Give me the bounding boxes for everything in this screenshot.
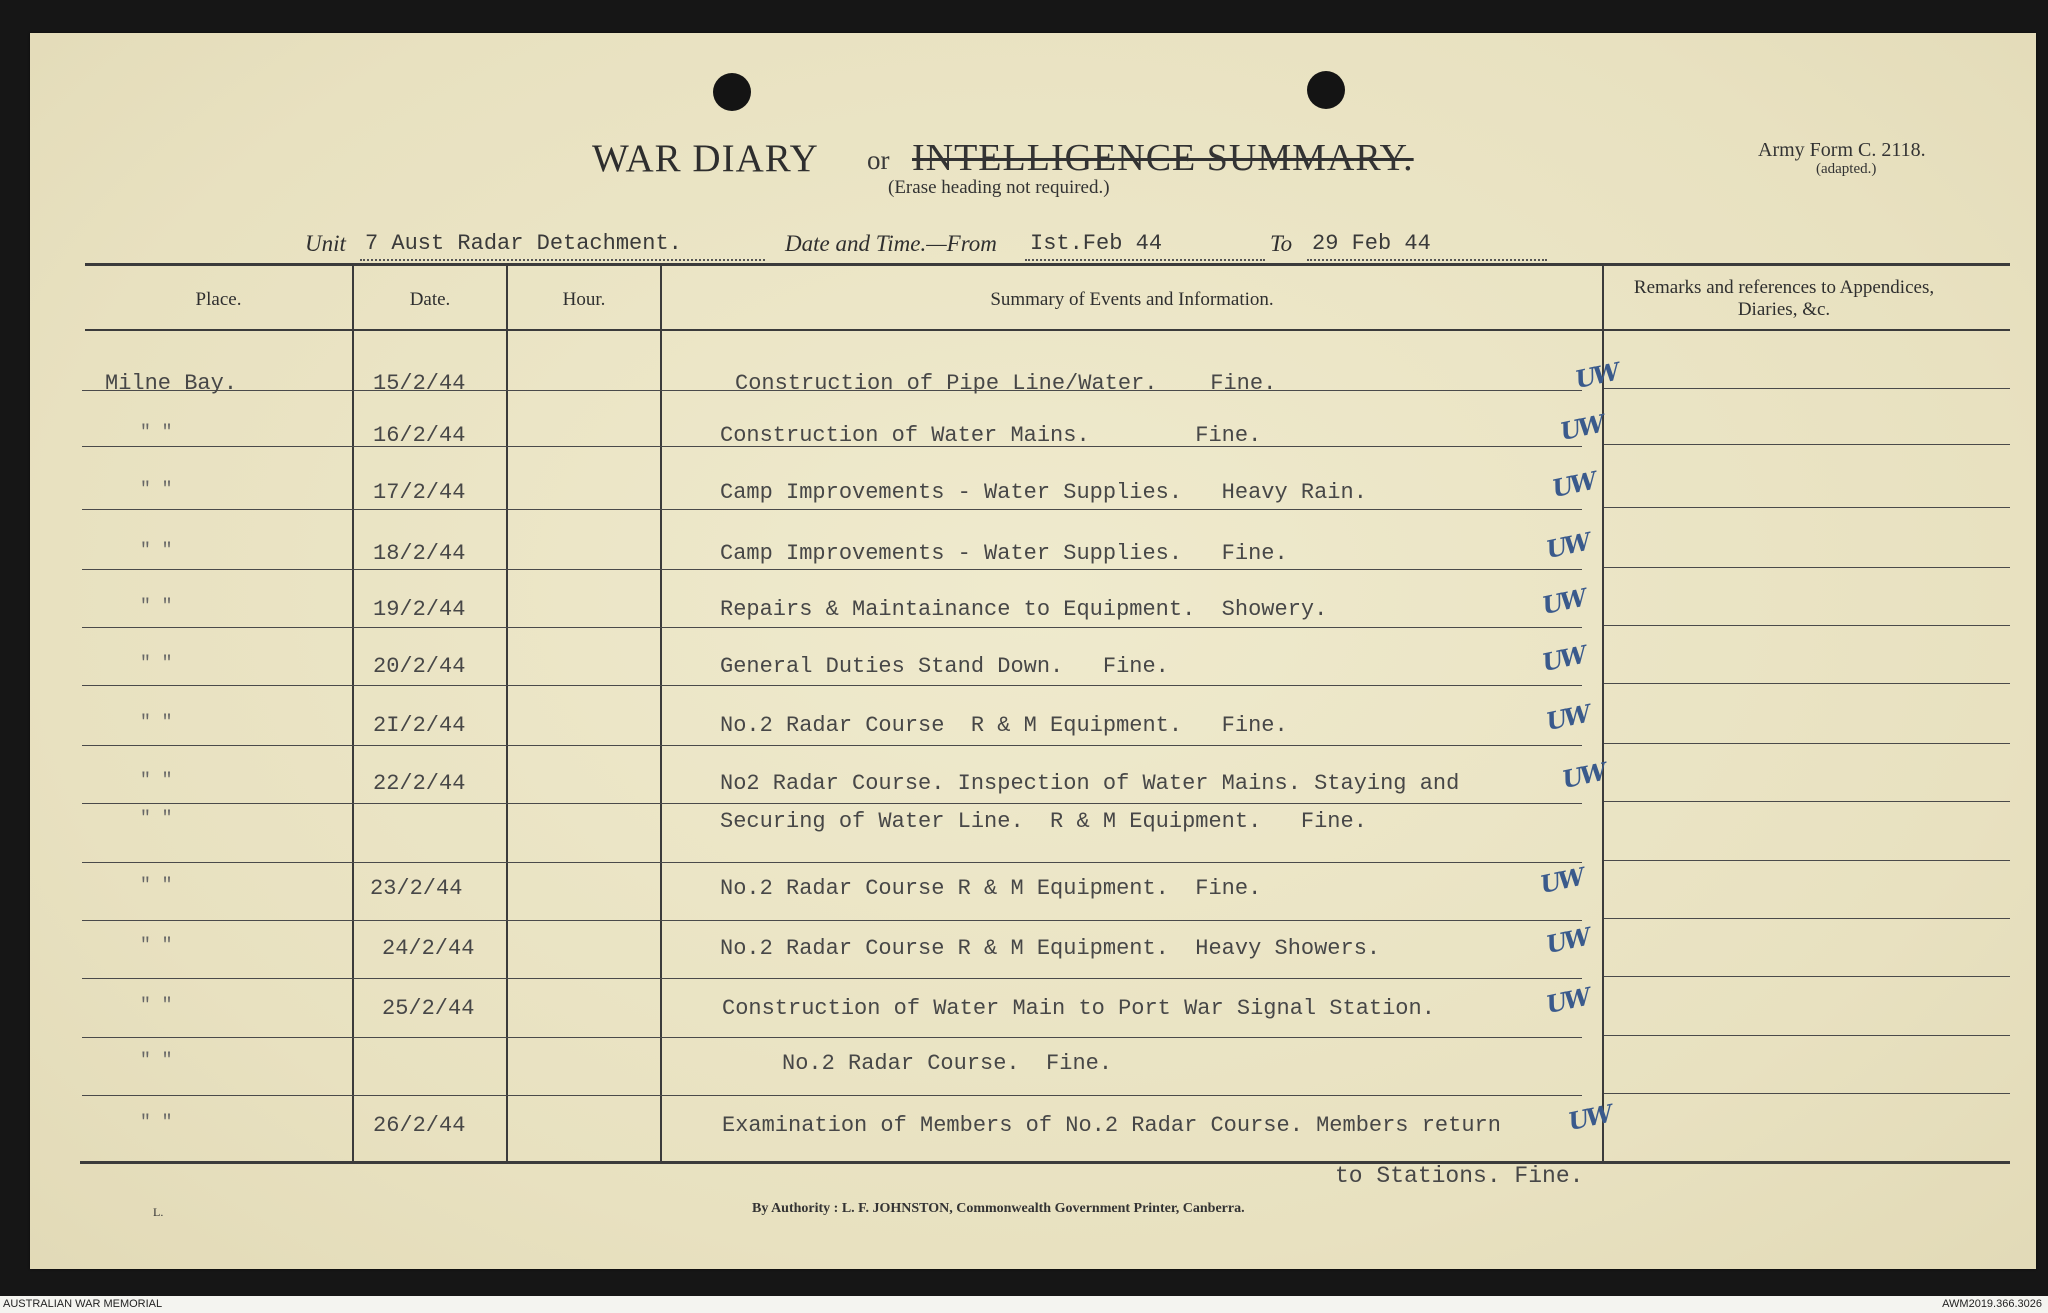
unit-label: Unit (305, 231, 346, 256)
archive-caption: AUSTRALIAN WAR MEMORIAL (3, 1298, 163, 1310)
row-place: " " (140, 936, 173, 956)
row-initials: UW (1549, 465, 1597, 504)
row-summary: No.2 Radar Course R & M Equipment. Fine. (720, 713, 1288, 738)
row-place: " " (140, 480, 173, 500)
row-initials: UW (1543, 526, 1591, 565)
remarks-rule (1604, 567, 2010, 568)
footer-mark: L. (153, 1205, 164, 1219)
row-initials: UW (1539, 582, 1587, 621)
row-place: " " (140, 654, 173, 674)
date-from-label: Date and Time.—From (785, 231, 997, 256)
remarks-rule (1604, 976, 2010, 977)
row-rule (82, 978, 1582, 979)
row-summary: Camp Improvements - Water Supplies. Heavy Rain. (720, 480, 1367, 505)
row-date: 18/2/44 (373, 541, 466, 566)
row-date: 17/2/44 (373, 480, 466, 505)
row-initials: UW (1565, 1098, 1613, 1137)
row-place: " " (140, 713, 173, 733)
column-header-date: Date. (409, 289, 451, 310)
row-date: 19/2/44 (373, 597, 466, 622)
table-bottom-border (80, 1161, 2010, 1164)
row-rule (82, 627, 1582, 628)
row-rule (82, 920, 1582, 921)
column-header-remarks: Remarks and references to Appendices, Diaries, &c. (1633, 277, 1935, 320)
punch-hole-left (713, 73, 751, 111)
row-date: 26/2/44 (373, 1113, 466, 1138)
form-title: WAR DIARY (592, 137, 819, 180)
row-place: " " (140, 597, 173, 617)
column-header-place: Place. (195, 289, 242, 310)
row-initials: UW (1537, 861, 1585, 900)
form-title-or: or (867, 145, 890, 175)
row-summary: Repairs & Maintainance to Equipment. Showery. (720, 597, 1328, 622)
column-divider-date (506, 265, 508, 1161)
row-summary: No.2 Radar Course R & M Equipment. Heavy Showers. (720, 936, 1381, 961)
row-summary: No.2 Radar Course R & M Equipment. Fine. (720, 876, 1262, 901)
row-initials: UW (1543, 921, 1591, 960)
row-initials: UW (1543, 981, 1591, 1020)
row-summary: Construction of Water Main to Port War Signal Station. (722, 996, 1435, 1021)
row-date: 24/2/44 (382, 936, 475, 961)
row-place: " " (140, 1113, 173, 1133)
row-place: " " (140, 771, 173, 791)
column-divider-hour (660, 265, 662, 1161)
remarks-rule (1604, 683, 2010, 684)
summary-overflow-line: to Stations. Fine. (1335, 1163, 1584, 1189)
row-summary: Construction of Pipe Line/Water. Fine. (735, 371, 1277, 396)
row-rule (82, 509, 1582, 510)
to-dotted-line (1307, 259, 1547, 261)
form-adapted-note: (adapted.) (1816, 161, 1877, 177)
from-dotted-line (1025, 259, 1265, 261)
unit-dotted-line (360, 259, 765, 261)
row-place: " " (140, 423, 173, 443)
punch-hole-right (1307, 71, 1345, 109)
row-summary: Examination of Members of No.2 Radar Course. Members return (722, 1113, 1501, 1138)
row-place: " " (140, 1051, 173, 1071)
remarks-rule (1604, 860, 2010, 861)
header-bottom-border (85, 329, 2010, 331)
row-date: 20/2/44 (373, 654, 466, 679)
row-summary: Securing of Water Line. R & M Equipment. Fine. (720, 809, 1367, 834)
row-rule (82, 569, 1582, 570)
row-date: 25/2/44 (382, 996, 475, 1021)
war-diary-sheet (30, 33, 2036, 1269)
row-date: 15/2/44 (373, 371, 466, 396)
row-initials: UW (1543, 698, 1591, 737)
printer-authority: By Authority : L. F. JOHNSTON, Commonwealth Government Printer, Canberra. (752, 1201, 1245, 1216)
date-from-value: Ist.Feb 44 (1030, 231, 1163, 256)
remarks-rule (1604, 444, 2010, 445)
remarks-rule (1604, 1035, 2010, 1036)
remarks-rule (1604, 743, 2010, 744)
column-header-hour: Hour. (562, 289, 606, 310)
column-divider-summary (1602, 265, 1604, 1161)
form-number: Army Form C. 2118. (1758, 139, 1926, 161)
row-summary: No2 Radar Course. Inspection of Water Mains. Staying and (720, 771, 1460, 796)
row-date: 16/2/44 (373, 423, 466, 448)
row-place: " " (140, 996, 173, 1016)
remarks-rule (1604, 801, 2010, 802)
row-initials: UW (1557, 408, 1605, 447)
row-summary: Camp Improvements - Water Supplies. Fine. (720, 541, 1288, 566)
remarks-rule (1604, 1093, 2010, 1094)
remarks-rule (1604, 507, 2010, 508)
date-to-label: To (1270, 231, 1293, 256)
row-summary: Construction of Water Mains. Fine. (720, 423, 1262, 448)
column-divider-place (352, 265, 354, 1161)
row-summary: General Duties Stand Down. Fine. (720, 654, 1169, 679)
row-summary: No.2 Radar Course. Fine. (782, 1051, 1113, 1076)
row-initials: UW (1572, 356, 1620, 395)
struck-heading: INTELLIGENCE SUMMARY. (912, 137, 1414, 179)
row-rule (82, 685, 1582, 686)
row-rule (82, 1037, 1582, 1038)
form-subtitle: (Erase heading not required.) (888, 177, 1110, 198)
row-place: " " (140, 876, 173, 896)
row-place: " " (140, 541, 173, 561)
row-rule (82, 745, 1582, 746)
remarks-rule (1604, 388, 2010, 389)
row-place: Milne Bay. (105, 371, 238, 396)
row-date: 2I/2/44 (373, 713, 466, 738)
row-initials: UW (1559, 756, 1607, 795)
column-header-summary: Summary of Events and Information. (990, 289, 1274, 310)
row-rule (82, 862, 1582, 863)
remarks-rule (1604, 625, 2010, 626)
row-rule (82, 803, 1582, 804)
row-date: 23/2/44 (370, 876, 463, 901)
date-to-value: 29 Feb 44 (1312, 231, 1431, 256)
remarks-rule (1604, 918, 2010, 919)
archive-reference: AWM2019.366.3026 (1942, 1298, 2042, 1310)
table-top-border (85, 263, 2010, 266)
unit-value: 7 Aust Radar Detachment. (365, 231, 682, 256)
row-rule (82, 1095, 1582, 1096)
row-initials: UW (1539, 639, 1587, 678)
row-date: 22/2/44 (373, 771, 466, 796)
row-place: " " (140, 809, 173, 829)
